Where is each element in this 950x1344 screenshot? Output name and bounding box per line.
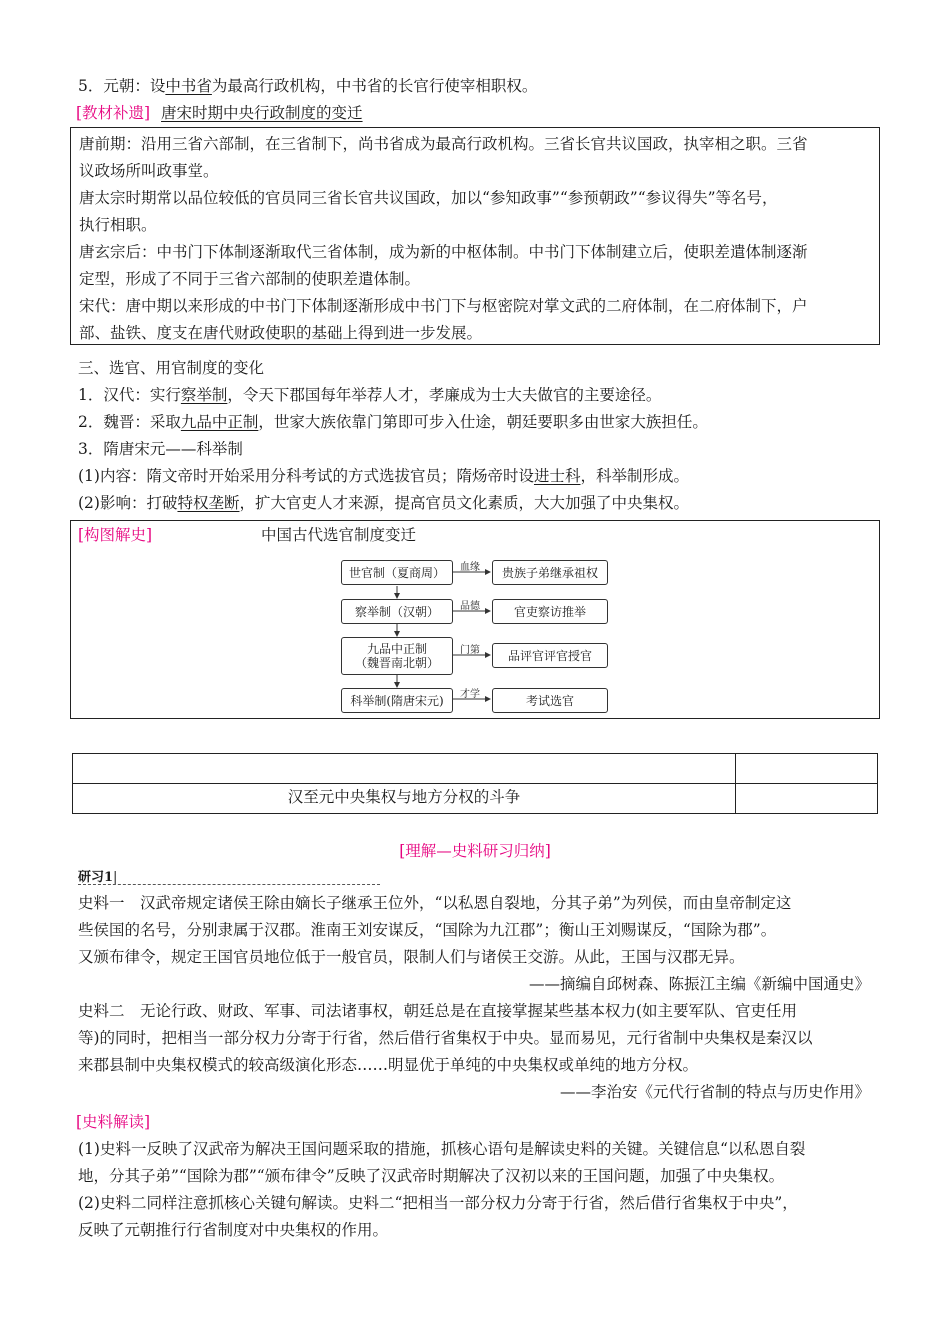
flow-left-box (341, 637, 453, 675)
flow-right-box: 官吏察访推举 (492, 599, 608, 624)
material2-line: 史料二 无论行政、财政、军事、司法诸事权，朝廷总是在直接掌握某些基本权力(如主要军队、官吏任用 (78, 1002, 798, 1020)
flow-right-box: 考试选官 (492, 688, 608, 713)
supplement-line: 执行相职。 (79, 216, 157, 234)
impact-suffix: ，扩大官吏人才来源，提高官员文化素质，大大加强了中央集权。 (239, 494, 689, 512)
supplement-box (70, 127, 880, 345)
topic-title: 汉至元中央集权与地方分权的斗争 (287, 788, 521, 806)
supplement-line: 宋代：唐中期以来形成的中书门下体制逐渐形成中书门下与枢密院对掌文武的二府体制，在二府体制下，户 (79, 297, 808, 315)
content-prefix: (1)内容：隋文帝时开始采用分科考试的方式选拔官员；隋炀帝时设 (78, 467, 534, 485)
flow-left-box: 察举制（汉朝） (341, 599, 453, 624)
supplement-line: 唐玄宗后：中书门下体制逐渐取代三省体制，成为新的中枢体制。中书门下体制建立后，使职差遣体制逐渐 (79, 243, 808, 261)
supplement-title: 唐宋时期中央行政制度的变迁 (161, 104, 363, 122)
flow-label: 品德 (460, 601, 480, 612)
reading-line: 反映了元朝推行行省制度对中央集权的作用。 (78, 1221, 389, 1239)
supplement-line: 唐太宗时期常以品位较低的官员同三省长官共议国政，加以“参知政事”“参预朝政”“参议得失”等名号， (79, 189, 778, 207)
table-col-divider (735, 754, 736, 813)
yuan-suffix: 为最高行政机构，中书省的长官行使宰相职权。 (211, 77, 538, 95)
study-label-rule (78, 884, 380, 885)
supplement-line: 唐前期：沿用三省六部制，在三省制下，尚书省成为最高行政机构。三省长官共议国政，执宰相之职。三省 (79, 135, 808, 153)
flow-left-line: 九品中正制 (366, 642, 427, 656)
flow-left-box: 科举制(隋唐宋元) (341, 688, 453, 713)
yuan-underlined-term: 中书省 (165, 77, 212, 95)
keju-impact (78, 491, 689, 513)
flow-right-box: 贵族子弟继承祖权 (492, 560, 608, 585)
flow-label: 门第 (460, 645, 480, 656)
supplement-line: 定型，形成了不同于三省六部制的使职差遣体制。 (79, 270, 421, 288)
reading-line: 地，分其子弟”“国除为郡”“颁布律令”反映了汉武帝时期解决了汉初以来的王国问题，加强了中央集权。 (78, 1167, 785, 1185)
supplement-tag: [教材补遗] (76, 104, 151, 122)
wei-term: 九品中正制 (180, 413, 259, 431)
yuan-dynasty-line (78, 74, 537, 96)
material2-source: ——李治安《元代行省制的特点与历史作用》 (559, 1083, 870, 1101)
study-label-text: 研习1 (78, 870, 114, 885)
keju-content (78, 464, 689, 486)
han-line (78, 383, 661, 405)
reading-line: (2)史料二同样注意抓核心关键句解读。史料二“把相当一部分权力分寄于行省，然后借行省集权于中央”， (78, 1194, 798, 1212)
material1-source: ——摘编自邱树森、陈振江主编《新编中国通史》 (528, 975, 870, 993)
material1-line: 史料一 汉武帝规定诸侯王除由嫡长子继承王位外，“以私恩自裂地，分其子弟”为列侯，而由皇帝制定这 (78, 894, 792, 912)
study-label: 研习1| (78, 870, 118, 885)
han-suffix: ，令天下郡国每年举荐人才，孝廉成为士大夫做官的主要途径。 (227, 386, 662, 404)
flow-right-box: 品评官评官授官 (492, 643, 608, 668)
flow-label: 才学 (460, 689, 480, 700)
content-suffix: ，科举制形成。 (580, 467, 689, 485)
topic-table (72, 753, 878, 814)
han-prefix: 1．汉代：实行 (78, 386, 181, 404)
flow-label: 血缘 (460, 562, 480, 573)
table-row-divider (73, 783, 877, 784)
flow-left-box: 世官制（夏商周） (341, 560, 453, 585)
impact-prefix: (2)影响：打破 (78, 494, 178, 512)
content-term: 进士科 (533, 467, 581, 485)
supplement-heading (76, 101, 363, 123)
study-section-title: [理解—史料研习归纳] (399, 842, 551, 860)
yuan-prefix: 5．元朝：设 (78, 77, 166, 95)
flow-left-line: （魏晋南北朝） (354, 656, 439, 670)
supplement-line: 部、盐铁、度支在唐代财政使职的基础上得到进一步发展。 (79, 324, 483, 342)
material1-line: 又颁布律令，规定王国官员地位低于一般官员，限制人们与诸侯王交游。从此，王国与汉郡无异。 (78, 948, 745, 966)
section3-heading: 三、选官、用官制度的变化 (78, 359, 265, 377)
diagram-tag: [构图解史] (78, 526, 153, 544)
wei-prefix: 2．魏晋：采取 (78, 413, 181, 431)
impact-term: 特权垄断 (177, 494, 240, 512)
reading-line: (1)史料一反映了汉武帝为解决王国问题采取的措施，抓核心语句是解读史料的关键。关键信息“以私恩自裂 (78, 1140, 806, 1158)
han-term: 察举制 (180, 386, 228, 404)
material1-line: 些侯国的名号，分别隶属于汉郡。淮南王刘安谋反，“国除为九江郡”；衡山王刘赐谋反，“国除为郡”。 (78, 921, 777, 939)
material2-line: 等)的同时，把相当一部分权力分寄于行省，然后借行省集权于中央。显而易见，元行省制中央集权是秦汉以 (78, 1029, 813, 1047)
wei-suffix: ，世家大族依靠门第即可步入仕途，朝廷要职多由世家大族担任。 (258, 413, 708, 431)
material2-line: 来郡县制中央集权模式的较高级演化形态……明显优于单纯的中央集权或单纯的地方分权。 (78, 1056, 699, 1074)
reading-tag: [史料解读] (76, 1113, 151, 1131)
diagram-box (70, 520, 880, 719)
diagram-title: 中国古代选官制度变迁 (261, 526, 417, 544)
wei-line (78, 410, 708, 432)
keju-title: 3．隋唐宋元——科举制 (78, 440, 243, 458)
supplement-line: 议政场所叫政事堂。 (79, 162, 219, 180)
